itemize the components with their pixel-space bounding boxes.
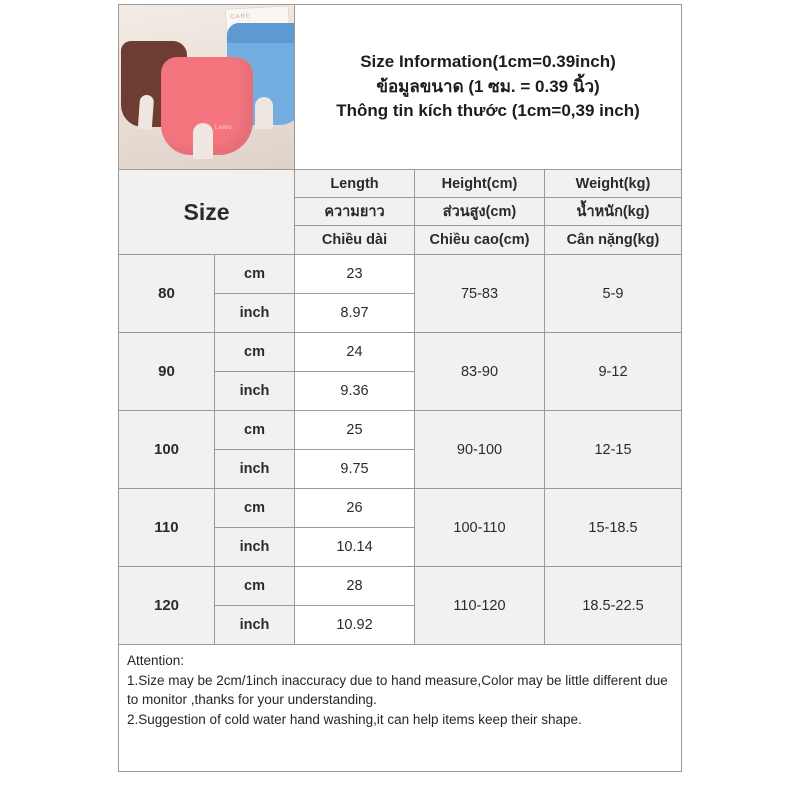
title-line-th: ข้อมูลขนาด (1 ซม. = 0.39 นิ้ว) [376,76,600,96]
size-chart-card [118,4,682,772]
title-block [295,5,681,169]
table-row [119,411,681,489]
brand-tag: Lemo [215,125,233,131]
attention-note-1: 1.Size may be 2cm/1inch inaccuracy due to hand measure,Color may be little different due to monitor ,thanks for your understanding. [127,672,668,708]
row-size-90: 90 [119,333,215,410]
header-weight-th: น้ำหนัก(kg) [545,198,681,226]
row-length-90 [295,333,415,410]
title-line-vi: Thông tin kích thước (1cm=0,39 inch) [336,101,640,121]
row-length-100 [295,411,415,488]
row-size-120: 120 [119,567,215,644]
header-weight-en: Weight(kg) [545,170,681,198]
height-110: 100-110 [415,489,545,566]
attention-note-2: 2.Suggestion of cold water hand washing,it can help items keep their shape. [127,711,582,727]
attention-block [119,644,681,771]
shorts-blue-waistband [227,23,295,43]
chart-header [119,5,681,170]
height-80: 75-83 [415,255,545,332]
header-height-en: Height(cm) [415,170,544,198]
photo-paper-text: CARE [230,13,252,21]
row-length-120 [295,567,415,644]
header-height [415,170,545,254]
unit-inch: inch [215,450,294,489]
row-size-110: 110 [119,489,215,566]
length-cm-100: 25 [295,411,414,450]
header-height-th: ส่วนสูง(cm) [415,198,544,226]
row-units-110 [215,489,295,566]
row-units-80 [215,255,295,332]
length-inch-90: 9.36 [340,382,369,399]
length-inch-80: 8.97 [340,304,369,321]
weight-120: 18.5-22.5 [545,567,681,644]
table-row [119,255,681,333]
height-100: 90-100 [415,411,545,488]
unit-inch: inch [215,528,294,567]
row-units-90 [215,333,295,410]
header-height-vi: Chiều cao(cm) [415,226,544,254]
weight-90: 9-12 [545,333,681,410]
header-length [295,170,415,254]
product-photo [119,5,295,169]
header-length-th: ความยาว [295,198,414,226]
length-cm-110: 26 [295,489,414,528]
length-cm-120: 28 [295,567,414,606]
height-90: 83-90 [415,333,545,410]
height-120: 110-120 [415,567,545,644]
row-units-100 [215,411,295,488]
header-length-vi: Chiều dài [295,226,414,254]
unit-cm: cm [215,411,294,450]
unit-inch: inch [215,294,294,333]
unit-cm: cm [215,333,294,372]
row-size-80: 80 [119,255,215,332]
unit-cm: cm [215,255,294,294]
unit-cm: cm [215,567,294,606]
table-header-row [119,170,681,255]
attention-heading: Attention: [127,653,185,668]
unit-inch: inch [215,606,294,645]
row-length-80 [295,255,415,332]
header-weight-vi: Cân nặng(kg) [545,226,681,254]
table-row [119,567,681,644]
length-cm-80: 23 [295,255,414,294]
table-row [119,489,681,567]
length-inch-120: 10.92 [336,616,373,633]
row-size-100: 100 [119,411,215,488]
header-weight [545,170,681,254]
weight-110: 15-18.5 [545,489,681,566]
weight-80: 5-9 [545,255,681,332]
header-length-en: Length [295,170,414,198]
length-cm-90: 24 [295,333,414,372]
length-inch-100: 9.75 [340,460,369,477]
row-length-110 [295,489,415,566]
title-line-en: Size Information(1cm=0.39inch) [360,52,616,72]
weight-100: 12-15 [545,411,681,488]
size-table [119,170,681,644]
unit-cm: cm [215,489,294,528]
length-inch-110: 10.14 [336,538,373,555]
shorts-pink [161,57,253,155]
row-units-120 [215,567,295,644]
table-row [119,333,681,411]
header-size: Size [119,170,295,254]
unit-inch: inch [215,372,294,411]
